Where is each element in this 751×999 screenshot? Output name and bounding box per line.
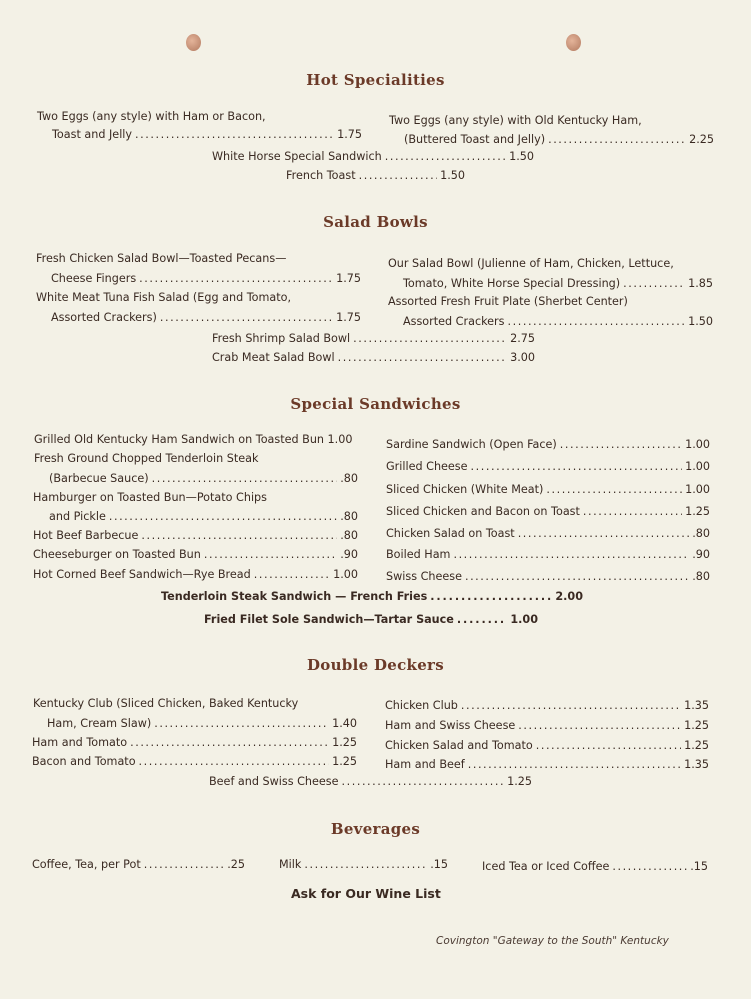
leader-dots	[536, 739, 681, 753]
sandwich-tenderloin-item	[49, 472, 358, 486]
leader-dots	[508, 315, 686, 329]
decker-center-item	[209, 775, 532, 789]
sandwich-right-item	[386, 483, 710, 497]
item-price: .80	[340, 529, 358, 542]
item-name: Fried Filet Sole Sandwich—Tartar Sauce	[204, 613, 454, 626]
item-name: Sardine Sandwich (Open Face)	[386, 438, 557, 451]
item-name: Tenderloin Steak Sandwich — French Fries	[161, 590, 428, 603]
item-price: .90	[340, 548, 358, 561]
item-price: .90	[692, 548, 710, 561]
item-name: Milk	[279, 858, 302, 871]
item-price: 1.75	[336, 272, 361, 285]
item-price: 1.00	[685, 460, 710, 473]
item-name: Assorted Crackers)	[51, 311, 157, 324]
leader-dots	[338, 351, 507, 365]
item-price: .80	[340, 472, 358, 485]
item-name: French Toast	[286, 169, 356, 182]
leader-dots	[359, 169, 437, 183]
item-price: 1.00	[510, 613, 538, 626]
item-price: .15	[690, 860, 708, 873]
decker-left-item	[32, 736, 357, 750]
leader-dots	[254, 568, 330, 582]
item-price: 1.25	[507, 775, 532, 788]
item-name: Cheese Fingers	[51, 272, 137, 285]
item-name: Beef and Swiss Cheese	[209, 775, 339, 788]
item-price: 1.25	[684, 739, 709, 752]
hot-left-price: 1.75	[337, 128, 362, 141]
leader-dots	[152, 472, 338, 486]
item-name: Cheeseburger on Toasted Bun	[33, 548, 201, 561]
beverages-heading: Beverages	[330, 820, 421, 838]
item-name: Sliced Chicken and Bacon on Toast	[386, 505, 580, 518]
item-price: 1.35	[684, 699, 709, 712]
sandwich-grilled-ham: Grilled Old Kentucky Ham Sandwich on Toasted Bun 1.00	[34, 433, 353, 446]
item-name: Tomato, White Horse Special Dressing)	[403, 277, 621, 290]
salad-center-item	[212, 351, 535, 365]
item-price: 1.25	[685, 505, 710, 518]
salad-center-item	[212, 332, 535, 346]
item-name: Ham and Beef	[385, 758, 465, 771]
decker-right-item	[385, 758, 709, 772]
leader-dots	[548, 133, 686, 147]
item-name: Crab Meat Salad Bowl	[212, 351, 335, 364]
item-name: Ham, Cream Slaw)	[47, 717, 152, 730]
hot-right-line1: Two Eggs (any style) with Old Kentucky Ham,	[389, 114, 642, 127]
leader-dots	[139, 755, 330, 769]
item-name: Grilled Cheese	[386, 460, 468, 473]
item-price: 1.40	[332, 717, 357, 730]
hot-center-item	[286, 169, 465, 183]
item-name: Chicken Club	[385, 699, 458, 712]
leader-dots	[342, 775, 505, 789]
hot-left-item	[52, 128, 362, 142]
special-sandwiches-heading: Special Sandwiches	[290, 395, 461, 413]
beverage-item	[279, 858, 448, 872]
leader-dots	[154, 717, 329, 731]
item-name: and Pickle	[49, 510, 106, 523]
hot-right-item	[404, 133, 714, 147]
salad-left-a-line1: Fresh Chicken Salad Bowl—Toasted Pecans—	[36, 252, 287, 265]
leader-dots	[612, 860, 687, 874]
item-price: 2.75	[510, 332, 535, 345]
salad-right-b-item	[403, 315, 713, 329]
sandwich-left-item	[33, 548, 358, 562]
item-name: Hot Beef Barbecue	[33, 529, 139, 542]
item-name: Sliced Chicken (White Meat)	[386, 483, 544, 496]
item-name: (Barbecue Sauce)	[49, 472, 149, 485]
hot-specialities-heading: Hot Specialities	[306, 71, 445, 89]
item-price: .25	[227, 858, 245, 871]
hot-left-line1: Two Eggs (any style) with Ham or Bacon,	[37, 110, 266, 123]
wine-list-note: Ask for Our Wine List	[291, 886, 441, 901]
sandwich-hamburger-item	[49, 510, 358, 524]
item-name: Fresh Shrimp Salad Bowl	[212, 332, 351, 345]
leader-dots	[465, 570, 689, 584]
leader-dots	[109, 510, 337, 524]
item-price: .15	[430, 858, 448, 871]
salad-left-b-item	[51, 311, 361, 325]
sandwich-tenderloin-line1: Fresh Ground Chopped Tenderloin Steak	[34, 452, 259, 465]
leader-dots	[546, 483, 682, 497]
leader-dots	[304, 858, 427, 872]
punch-hole-left	[186, 34, 201, 51]
item-price: 1.25	[332, 736, 357, 749]
leader-dots	[130, 736, 329, 750]
item-name: Swiss Cheese	[386, 570, 462, 583]
leader-dots	[430, 590, 552, 604]
sandwich-left-item	[33, 568, 358, 582]
leader-dots	[471, 460, 683, 474]
item-price: 1.00	[685, 438, 710, 451]
beverage-item	[482, 860, 708, 874]
item-name: Assorted Crackers	[403, 315, 505, 328]
item-name: Ham and Swiss Cheese	[385, 719, 516, 732]
item-name: White Horse Special Sandwich	[212, 150, 382, 163]
leader-dots	[139, 272, 333, 286]
item-price: 1.00	[333, 568, 358, 581]
sandwich-left-item	[33, 529, 358, 543]
leader-dots	[141, 529, 337, 543]
double-deckers-heading: Double Deckers	[306, 656, 445, 674]
decker-right-item	[385, 739, 709, 753]
leader-dots	[453, 548, 689, 562]
salad-left-b-line1: White Meat Tuna Fish Salad (Egg and Tomato,	[36, 291, 292, 304]
decker-club-line1: Kentucky Club (Sliced Chicken, Baked Kentucky	[33, 697, 299, 710]
leader-dots	[560, 438, 682, 452]
hot-right-price: 2.25	[689, 133, 714, 146]
item-price: 1.50	[509, 150, 534, 163]
item-name: Ham and Tomato	[32, 736, 128, 749]
item-price: .80	[692, 570, 710, 583]
item-name: Chicken Salad and Tomato	[385, 739, 533, 752]
leader-dots	[144, 858, 224, 872]
item-name: Hot Corned Beef Sandwich—Rye Bread	[33, 568, 251, 581]
item-price: 1.35	[684, 758, 709, 771]
leader-dots	[385, 150, 506, 164]
item-name: Coffee, Tea, per Pot	[32, 858, 141, 871]
leader-dots	[468, 758, 681, 772]
hot-left-line2: Toast and Jelly	[52, 128, 133, 141]
sandwich-center-item	[161, 590, 583, 604]
hot-center-item	[212, 150, 534, 164]
sandwich-right-item	[386, 505, 710, 519]
leader-dots	[457, 613, 508, 627]
item-name: Bacon and Tomato	[32, 755, 136, 768]
sandwich-right-item	[386, 438, 710, 452]
decker-right-item	[385, 699, 709, 713]
item-price: 3.00	[510, 351, 535, 364]
leader-dots	[518, 527, 690, 541]
item-price: 1.50	[440, 169, 465, 182]
leader-dots	[353, 332, 507, 346]
leader-dots	[583, 505, 682, 519]
item-price: .80	[340, 510, 358, 523]
leader-dots	[135, 128, 334, 142]
item-price: 1.25	[332, 755, 357, 768]
punch-hole-right	[566, 34, 581, 51]
decker-left-item	[32, 755, 357, 769]
salad-bowls-heading: Salad Bowls	[323, 213, 428, 231]
salad-right-a-line1: Our Salad Bowl (Julienne of Ham, Chicken, Lettuce,	[388, 257, 674, 270]
salad-right-b-line1: Assorted Fresh Fruit Plate (Sherbet Center)	[388, 295, 628, 308]
sandwich-center-item	[204, 613, 538, 627]
sandwich-right-item	[386, 527, 710, 541]
item-price: 1.75	[336, 311, 361, 324]
sandwich-right-item	[386, 460, 710, 474]
item-price: .80	[692, 527, 710, 540]
leader-dots	[204, 548, 337, 562]
sandwich-right-item	[386, 570, 710, 584]
sandwich-right-item	[386, 548, 710, 562]
item-name: Iced Tea or Iced Coffee	[482, 860, 610, 873]
item-price: 1.25	[684, 719, 709, 732]
leader-dots	[518, 719, 681, 733]
item-name: Boiled Ham	[386, 548, 451, 561]
decker-right-item	[385, 719, 709, 733]
leader-dots	[461, 699, 681, 713]
item-price: 2.00	[555, 590, 583, 603]
salad-left-a-item	[51, 272, 361, 286]
leader-dots	[623, 277, 685, 291]
salad-right-a-item	[403, 277, 713, 291]
item-price: 1.85	[688, 277, 713, 290]
beverage-item	[32, 858, 245, 872]
leader-dots	[160, 311, 333, 325]
footer-tagline: Covington "Gateway to the South" Kentucky	[436, 935, 669, 947]
hot-right-line2: (Buttered Toast and Jelly)	[404, 133, 546, 146]
sandwich-hamburger-line1: Hamburger on Toasted Bun—Potato Chips	[33, 491, 267, 504]
item-name: Chicken Salad on Toast	[386, 527, 515, 540]
decker-club-item	[47, 717, 357, 731]
item-price: 1.00	[685, 483, 710, 496]
item-price: 1.50	[688, 315, 713, 328]
